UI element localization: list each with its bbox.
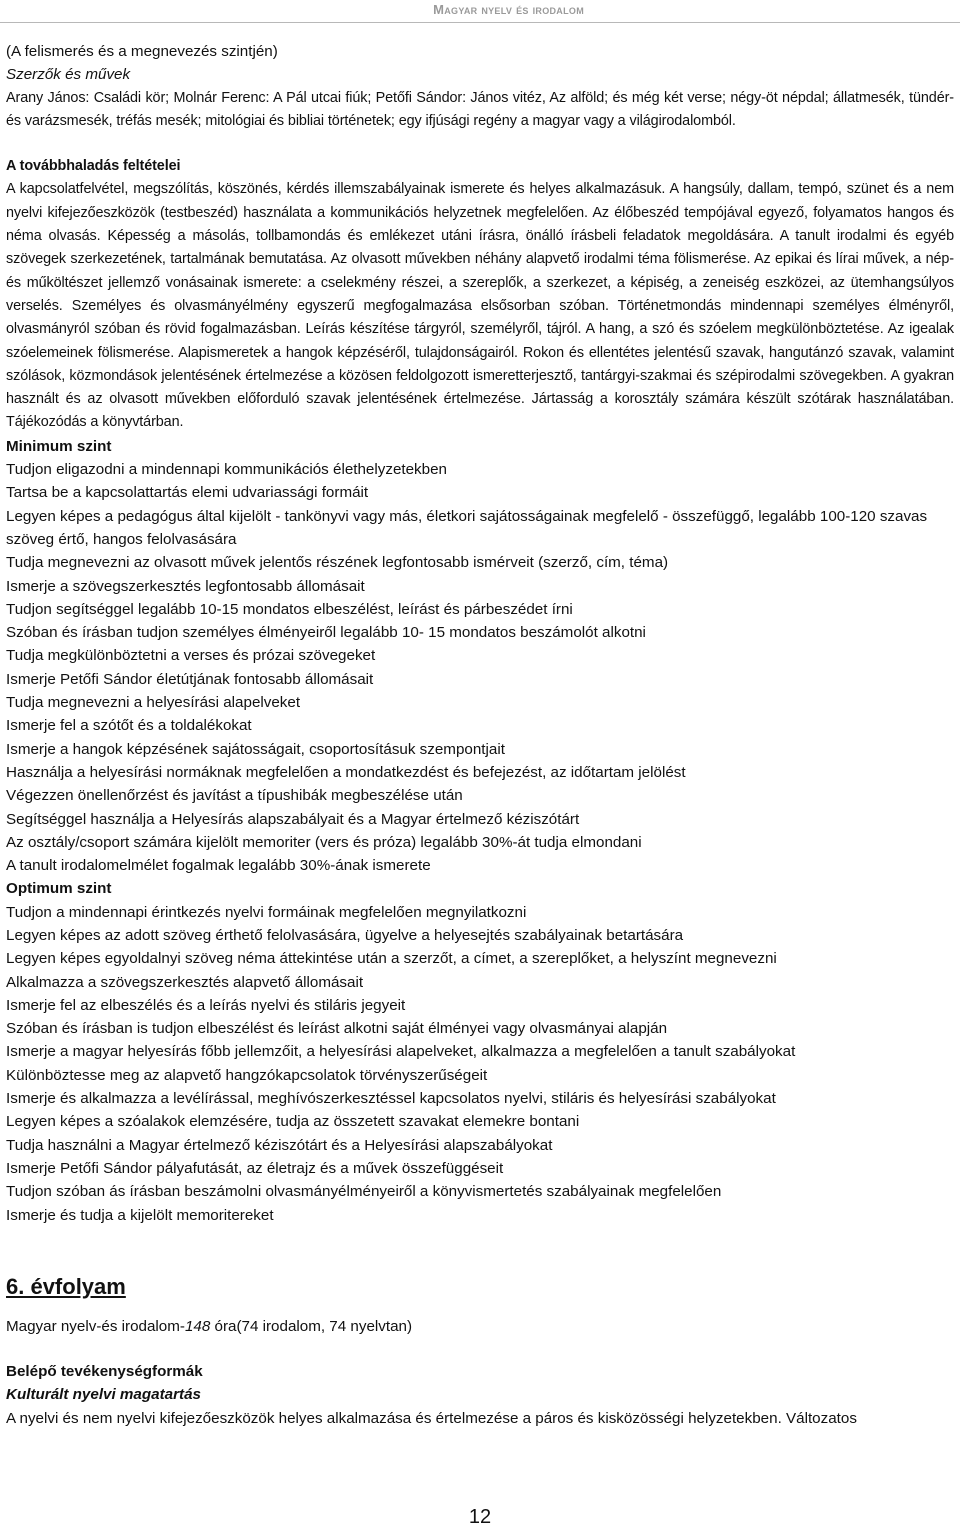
list-item: Segítséggel használja a Helyesírás alapszabályait és a Magyar értelmező kéziszótárt <box>6 810 580 828</box>
list-item: Az osztály/csoport számára kijelölt memoriter (vers és próza) legalább 30%-át tudja elmondani <box>6 833 642 851</box>
culture-paragraph: A nyelvi és nem nyelvi kifejezőeszközök helyes alkalmazása és értelmezése a páros és kisközösségi helyzetekben. Változatos <box>6 1409 857 1427</box>
list-item: Ismerje a szövegszerkesztés legfontosabb állomásait <box>6 577 365 595</box>
page-number: 12 <box>468 1506 492 1528</box>
minimum-heading: Minimum szint <box>6 437 112 455</box>
list-item: Tartsa be a kapcsolattartás elemi udvariassági formáit <box>6 484 369 502</box>
entry-heading: Belépő tevékenységformák <box>6 1363 203 1381</box>
list-item: Használja a helyesírási normáknak megfelelően a mondatkezdést és befejezést, az időtartam jelölést <box>6 763 686 781</box>
list-item: Tudja megnevezni a helyesírási alapelveket <box>6 694 301 712</box>
list-item: Ismerje és alkalmazza a levélírással, meghívószerkesztéssel kapcsolatos nyelvi, stiláris és helyesírási szabályokat <box>6 1090 776 1108</box>
list-item: Ismerje fel a szótőt és a toldalékokat <box>6 717 252 735</box>
works-paragraph: Arany János: Családi kör; Molnár Ferenc: A Pál utcai fiúk; Petőfi Sándor: János vitéz, Az alföld; és még két verse; négy-öt népdal; állatmesék, tündér- és varázsmesék, tréfás mesék; mitológiai és bibliai történetek; egy ifjúsági regény a magyar vagy a világirodalomból. <box>6 89 954 129</box>
hours-line <box>6 1315 954 1338</box>
list-item: Tudja megnevezni az olvasott művek jelentős részének legfontosabb ismérveit (szerző, cím, téma) <box>6 554 669 572</box>
minimum-list <box>6 458 954 877</box>
header-rule <box>0 22 960 23</box>
spacer <box>6 133 954 155</box>
page-body <box>6 40 954 1430</box>
list-item: Tudjon segítséggel legalább 10-15 mondatos elbeszélést, leírást és párbeszédet írni <box>6 600 573 618</box>
list-item: Ismerje Petőfi Sándor életútjának fontosabb állomásait <box>6 670 374 688</box>
list-item: Legyen képes a szóalakok elemzésére, tudja az összetett szavakat elemekre bontani <box>6 1113 580 1131</box>
list-item: Ismerje és tudja a kijelölt memoritereket <box>6 1206 274 1224</box>
list-item: Szóban és írásban tudjon személyes élményeiről legalább 10- 15 mondatos beszámolót alkotni <box>6 624 646 642</box>
spacer <box>6 1338 954 1360</box>
spacer <box>6 1301 954 1315</box>
list-item: Tudjon eligazodni a mindennapi kommunikációs élethelyzetekben <box>6 461 447 479</box>
list-item: Végezzen önellenőrzést és javítást a típushibák megbeszélése után <box>6 787 463 805</box>
list-item: Alkalmazza a szövegszerkesztés alapvető állomásait <box>6 973 364 991</box>
list-item: Tudjon szóban ás írásban beszámolni olvasmányélményeiről a könyvismertetés szabályainak megfelelően <box>6 1183 722 1201</box>
hours-prefix: Magyar nyelv-és irodalom- <box>6 1317 185 1335</box>
list-item: Ismerje a hangok képzésének sajátosságait, csoportosításuk szempontjait <box>6 740 505 758</box>
list-item: Tudja használni a Magyar értelmező kéziszótárt és a Helyesírási alapszabályokat <box>6 1136 553 1154</box>
grade-heading: 6. évfolyam <box>6 1273 126 1299</box>
optimum-list <box>6 901 954 1227</box>
progress-paragraph: A kapcsolatfelvétel, megszólítás, köszönés, kérdés illemszabályainak ismerete és helyes alkalmazásuk. A hangsúly, dallam, tempó, szünet és a nem nyelvi kifejezőeszközök (testbeszéd) használata a kommunikációs helyzetnek megfelelően. Az élőbeszéd tempójával egyező, folyamatos hangos és néma olvasás. Képesség a másolás, tollbamondás és emlékezet utáni írásra, önálló írásbeli feladatok megoldására. A tanult irodalmi és egyéb szövegek szerkezetének, tartalmának bemutatása. Az olvasott művekben néhány alapvető irodalmi téma fölismerése. Az epikai és lírai művek, a nép- és műköltészet jellemző vonásainak ismerete: a cselekmény részei, a szereplők, a szerkezet, a képiség, a zeneiség eszközei, az ütemhangsúlyos verselés. Személyes és olvasmányélmény egyszerű megfogalmazása elsősorban szóban. Történetmondás mindennapi személyes élményről, olvasmányról szóban és rövid fogalmazásban. Leírás készítése tárgyról, személyről, tájról. A hang, a szó és szóelem megkülönböztetése. Az igealak szóelemeinek fölismerése. Alapismeretek a hangok képzéséről, tulajdonságairól. Rokon és ellentétes jelentésű szavak, hangutánzó szavak, valamint szólások, közmondások jelentésének értelmezése a közösen feldolgozott ismeretterjesztő, tantárgyi-szakmai és szépirodalmi szövegekben. A gyakran használt és az olvasott művekben előforduló szavak jelentésének értelmezése. Jártasság a korosztály számára készült szótárak használatában. Tájékozódás a könyvtárban. <box>6 181 954 431</box>
list-item: Legyen képes egyoldalnyi szöveg néma áttekintése után a szerzőt, a címet, a szereplőket, a helyszínt megnevezni <box>6 950 777 968</box>
list-item: Tudjon a mindennapi érintkezés nyelvi formáinak megfelelően megnyilatkozni <box>6 903 527 921</box>
level-line: (A felismerés és a megnevezés szintjén) <box>6 43 278 60</box>
list-item: Ismerje Petőfi Sándor pályafutását, az életrajz és a művek összefüggéseit <box>6 1159 504 1177</box>
progress-heading: A továbbhaladás feltételei <box>6 158 181 175</box>
spacer <box>6 1227 954 1273</box>
list-item: A tanult irodalomelmélet fogalmak legalább 30%-ának ismerete <box>6 857 431 875</box>
list-item: Legyen képes a pedagógus által kijelölt - tankönyvi vagy más, életkori sajátosságainak megfelelő - összefüggő, legalább 100-120 szavas szöveg értő, hangos felolvasására <box>6 507 928 548</box>
running-header: Magyar nyelv és irodalom <box>433 2 584 17</box>
hours-number: 148 <box>184 1317 211 1335</box>
authors-heading: Szerzők és művek <box>6 66 131 84</box>
optimum-heading: Optimum szint <box>6 880 112 898</box>
list-item: Ismerje a magyar helyesírás főbb jellemzőit, a helyesírási alapelveket, alkalmazza a megfelelően a tanult szabályokat <box>6 1043 796 1061</box>
list-item: Tudja megkülönböztetni a verses és prózai szövegeket <box>6 647 376 665</box>
hours-suffix: óra(74 irodalom, 74 nyelvtan) <box>210 1317 413 1335</box>
culture-heading: Kulturált nyelvi magatartás <box>6 1386 201 1404</box>
list-item: Ismerje fel az elbeszélés és a leírás nyelvi és stiláris jegyeit <box>6 996 406 1014</box>
list-item: Legyen képes az adott szöveg érthető felolvasására, ügyelve a helyesejtés szabályainak betartására <box>6 926 684 944</box>
list-item: Szóban és írásban is tudjon elbeszélést és leírást alkotni saját élményei vagy olvasmányai alapján <box>6 1020 668 1038</box>
list-item: Különböztesse meg az alapvető hangzókapcsolatok törvényszerűségeit <box>6 1066 488 1084</box>
